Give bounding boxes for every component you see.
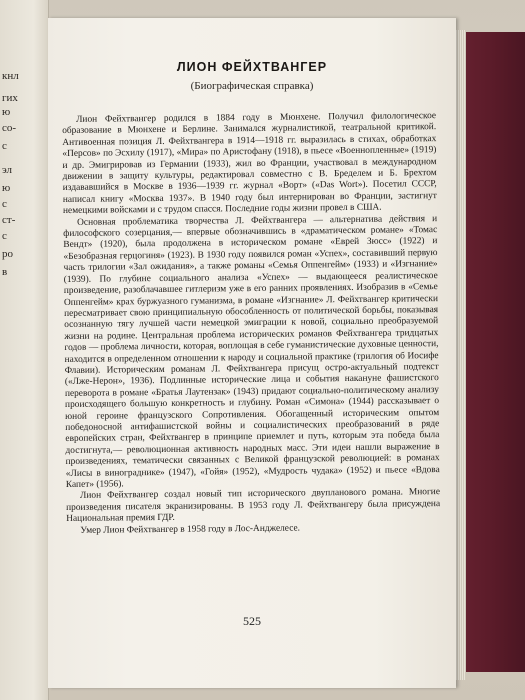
fragment-text: гих [2,92,18,104]
paragraph: Умер Лион Фейхтвангер в 1958 году в Лос-Анджелесе. [80,523,301,536]
fragment-text: в [2,266,8,278]
paragraph: Основная проблематика творчества Л. Фейхтвангера — альтернатива действия и философского созерцания,— впервые обозначившись в «драматическом романе» «Томас Вендт» (1920), была продолжена в историческом романе «Еврей Зюсс» (1922) и «Безобразная герцогиня» (1923). В 1930 году появился роман «Успех», составивший первую часть трилогии «Зал ожидания», а также романы «Семья Оппенгейм» (1933) и «Изгнание» (1939). По глубине социального анализа «Успех» — выдающееся реалистическое произведение, разоблачавшее гитлеризм уже в его ранних проявлениях. Изобразив в «Семье Оппенгейм» крах буржуазного гуманизма, в романе «Изгнание» Л. Фейхтвангер критически пересматривает свою принципиальную обособленность от политической борьбы, показывая осознанную тягу лучшей части немецкой эмиграции к новой, социально преобразуемой жизни на родине. Центральная проблема исторических романов Фейхтвангера тридцатых годов — проблема личности, которая, воплощая в себе гуманистические духовные ценности, находится в определенном отношении к народу и социальной практике (трилогия об Иосифе Флавии). Историческим романам Л. Фейхтвангера присущ остро-актуальный подтекст («Лже-Нерон», 1936). Подлинные исторические лица и события накануне фашистского переворота в романе «Братья Лаутензак» (1943) придают социально-политическому анализу происходящего большую конкретность и глубину. Роман «Симона» (1944) рассказывает о юной героине французского Сопротивления. Обогащенный историческим опытом победоносной антифашистской войны и социалистических преобразований в ряде европейских стран, Фейхтвангер в принципе приемлет и путь, которым эта победа была достигнута,— революционная активность народных масс. Эти идеи нашли выражение в произведениях, тематически связанных с Великой французской революцией: в романах «Лисы в винограднике» (1947), «Гойя» (1952), «Мудрость чудака» (1952) и пьесе «Вдова Капет» (1956). [63,213,440,490]
article-body [62,111,440,537]
article-title: ЛИОН ФЕЙХТВАНГЕР [176,60,328,74]
previous-page-strip [0,0,49,700]
page-edges [456,30,466,680]
fragment-text: кнл [2,70,19,82]
fragment-text: ро [2,248,13,260]
fragment-text: эл [2,164,13,176]
article-subtitle: (Биографическая справка) [190,80,314,92]
book-page [48,18,456,688]
paragraph: Лион Фейхтвангер родился в 1884 году в Мюнхене. Получил филологическое образование в Мюнхене и Берлине. Занимался журналистикой, театральной критикой. Антивоенная позиция Л. Фейхтвангера в 1914—1918 гг. выразилась в стихах, обработках «Персов» по Эсхилу (1917), «Мира» по Аристофану (1918), в пьесе «Военнопленные» (1919) и др. Эмигрировав из Германии (1933), жил во Франции, участвовал в международном движении в защиту культуры, редактировал совместно с В. Бределем и Б. Брехтом издававшийся в Москве в 1936—1939 гг. журнал «Ворт» («Das Wort»). Посетил СССР, написал книгу «Москва 1937». В 1940 году был интернирован во Франции, застигнут немецкими войсками и с трудом спасся. Последние годы жизни провел в США. [62,111,437,217]
fragment-text: ю [2,106,11,118]
fragment-text: с [2,198,7,210]
fragment-text: с [2,140,7,152]
fragment-text: ю [2,182,11,194]
fragment-text: со- [2,122,17,134]
page-number: 525 [243,614,261,628]
fragment-text: ст- [2,214,16,226]
fragment-text: с [2,230,7,242]
paragraph: Лион Фейхтвангер создал новый тип исторического двупланового романа. Многие произведения писателя экранизированы. В 1953 году Л. Фейхтвангеру была присуждена Национальная премия ГДР. [66,487,441,525]
